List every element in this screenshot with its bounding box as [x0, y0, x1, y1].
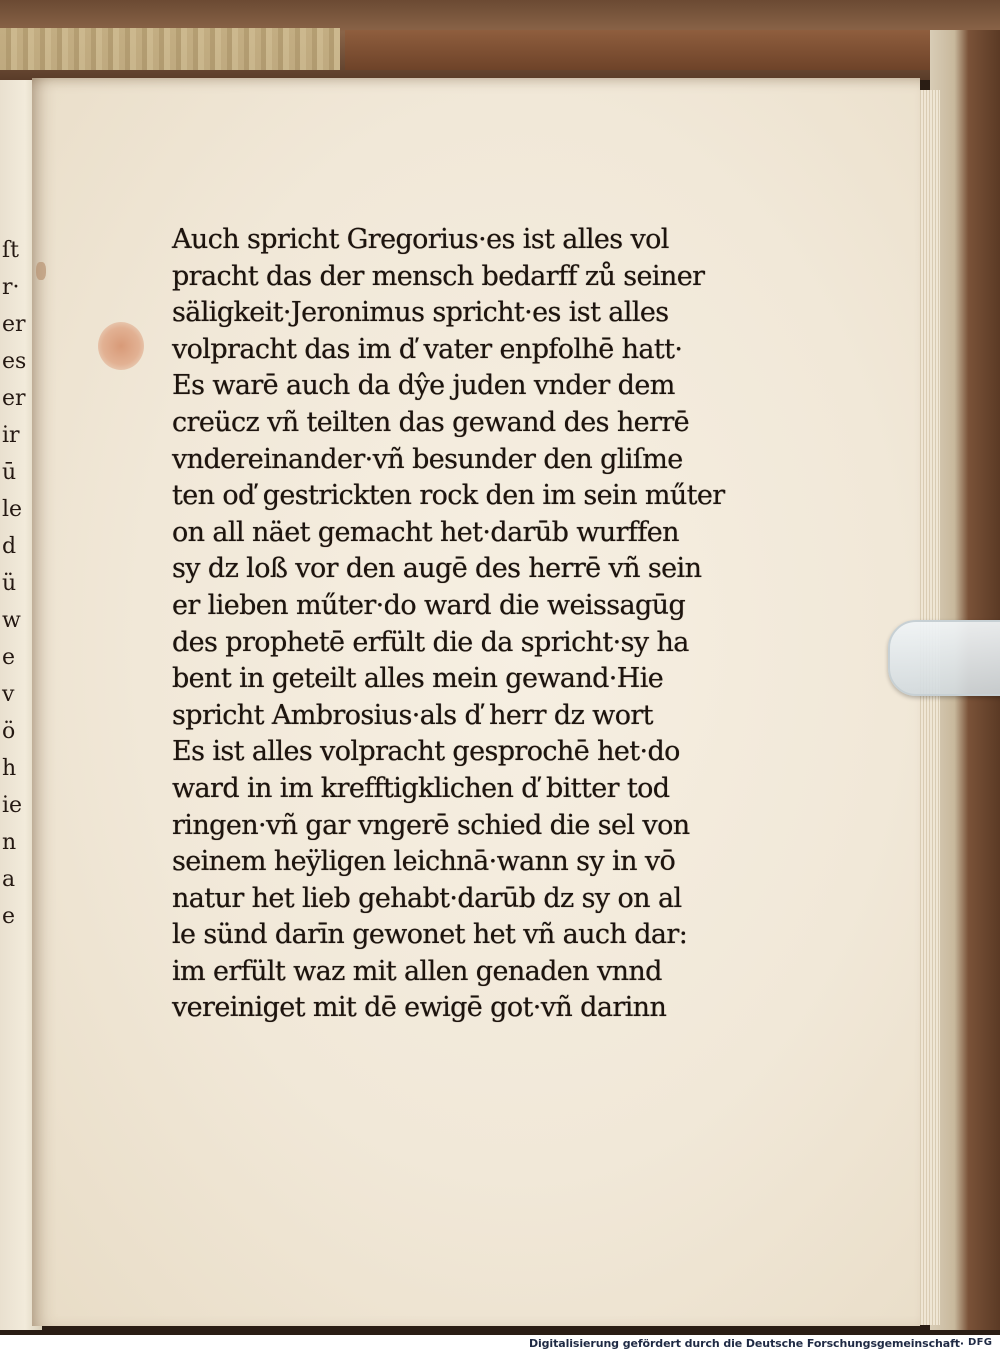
leather-binding: [345, 30, 965, 70]
text-line: ten oď gestrickten rock den im sein műter: [172, 480, 725, 512]
text-line: ward in im krefftigklichen ď bitter tod: [172, 772, 670, 804]
text-line: creücz vñ teilten das gewand des herrē: [172, 406, 690, 438]
text-line: sy dz loß vor den augē des herrē vñ sein: [172, 553, 702, 585]
text-line: spricht Ambrosius·als ď herr dz wort: [172, 699, 653, 731]
text-line: vereiniget mit dē ewigē got·vñ darinn: [172, 992, 667, 1024]
text-line: ringen·vñ gar vngerē schied die sel von: [172, 809, 690, 841]
edge-letter: es: [2, 349, 27, 374]
text-line: des prophetē erfült die da spricht·sy ha: [172, 626, 689, 658]
page-text: [172, 222, 752, 1027]
text-line: pracht das der mensch bedarff zů seiner: [172, 260, 705, 292]
edge-letter: a: [2, 867, 16, 892]
edge-letter: e: [2, 904, 16, 929]
text-line: le sünd darīn gewonet het vñ auch dar:: [172, 919, 688, 951]
text-line: bent in geteilt alles mein gewand·Hie: [172, 663, 664, 695]
edge-letter: ſt: [2, 238, 19, 263]
page-clip: [888, 620, 1000, 696]
edge-letter: ir: [2, 423, 20, 448]
text-line: säligkeit·Jeronimus spricht·es ist alles: [172, 297, 669, 329]
spine-label-strip: [0, 28, 340, 70]
edge-letter: ie: [2, 793, 23, 818]
book-cover-top: [0, 0, 1000, 80]
edge-letter: er: [2, 312, 26, 337]
text-line: Auch spricht Gregorius·es ist alles vol: [172, 224, 669, 255]
funding-credit: Digitalisierung gefördert durch die Deutsche Forschungsgemeinschaft·: [528, 1337, 964, 1350]
foxing-stain: [98, 322, 144, 370]
text-line: natur het lieb gehabt·darūb dz sy on al: [172, 882, 682, 914]
edge-letter: ü: [2, 571, 17, 596]
text-line: Es warē auch da dŷe juden vnder dem: [172, 370, 675, 402]
edge-letter: d: [2, 534, 17, 559]
edge-letter: n: [2, 830, 17, 855]
edge-letter: w: [2, 608, 21, 633]
edge-letter: r·: [2, 275, 20, 300]
edge-letter: v: [2, 682, 15, 707]
text-line: volpracht das im ď vater enpfolhē hatt·: [172, 333, 683, 365]
text-line: seinem heÿligen leichnā·wann sy in vō: [172, 846, 676, 878]
edge-letter: h: [2, 756, 17, 781]
edge-letter: ū: [2, 460, 17, 485]
dfg-logo-icon: DFG: [968, 1337, 993, 1348]
edge-letter: e: [2, 645, 16, 670]
small-stain: [36, 262, 46, 280]
text-line: er lieben műter·do ward die weissagūg: [172, 589, 686, 621]
text-line: Es ist alles volpracht gesprochē het·do: [172, 736, 680, 768]
text-line: on all näet gemacht het·darūb wurffen: [172, 516, 679, 548]
edge-letter: le: [2, 497, 23, 522]
edge-letter: ö: [2, 719, 16, 744]
text-line: im erfült waz mit allen genaden vnnd: [172, 955, 662, 987]
edge-letter: er: [2, 386, 26, 411]
text-line: vndereinander·vñ besunder den gliſme: [172, 443, 683, 475]
